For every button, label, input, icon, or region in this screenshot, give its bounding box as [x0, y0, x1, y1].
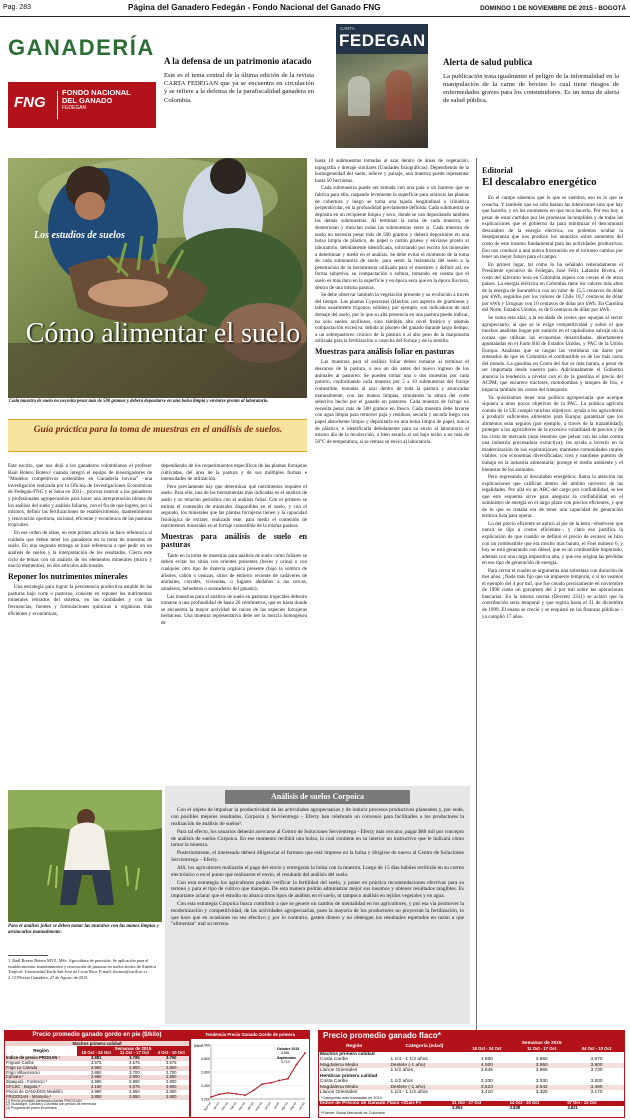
y-tick-label: 3.600 — [201, 1069, 210, 1074]
data-point — [227, 1092, 229, 1094]
y-tick-label: 3.400 — [201, 1083, 210, 1088]
logo-mark: FNG — [14, 94, 46, 111]
corpoica-caption: Para el análisis foliar se deben tomar las muestras con las manos limpias y arrancarlas manualmente. — [8, 924, 159, 936]
photo-caption: Cada muestra de suelo no necesita pesar más de 500 gramos y deberá depositarse en una bolsa limpia y enviarse pronto al laboratorio. — [9, 399, 269, 404]
x-tick-label: jun-15 — [263, 1100, 272, 1110]
brief-body: Este es el tema central de la última edición de la revista CARTA FEDEGAN que ya se encuentra en circulación y se refiere a la defensa de la parafiscalidad ganadera en Colombia. — [164, 71, 314, 104]
story-kicker: Los estudios de suelos — [34, 230, 125, 241]
article-column-2: dependiendo de los requerimientos específicos de las plantas forrajeras cultivadas, del área de la pastura y de sus múltiples formas e intensidades de utilización. Pero previamente hay que determinar qué nutrimentos requiere el suelo. Para ello, una de las herramientas más indicadas es el análisis de suelo y su relación periódica con el análisis foliar. Con el primero se estima el contenido de minerales disponibles en el suelo, y con el segundo, los minerales que las plantas forrajeras tienen y la capacidad fisiológica de extraer, realizado este, para medir el contenido de nutrimentos minerales en el forraje comestible de la misma pastura. Muestras para análisis de suelo en pasturas Tanto en la toma de muestras para análisis de suelo como foliares se deben evitar los sitios con orientes presentes (heces y orina) o con cualquier otro tipo de materia orgánica presente (bajo la sombra de árboles, cañón o cenizas, sitios de entierro reciente de cadáveres de animales, corrales, viviendas, o lugares aledaños a las cercas, saladeros, bebederos o sesteaderos del ganado). Las muestras para el análisis de suelo en pasturas tropicales deberán tomarse a una profundidad de hasta 20 centímetros, que es hasta donde se encuentra la mayor actividad de raíces de las especies forrajeras herbáceas. Una muestra representativa debe ser la mezcla homogénea de — [161, 463, 307, 626]
x-tick-label: mar-15 — [237, 1100, 247, 1111]
x-tick-label: jul-15 — [272, 1100, 281, 1110]
brief-title: A la defensa de un patrimonio atacado — [164, 56, 312, 66]
article-column-3: hasta 10 submuestras tomadas al azar dentro de áreas de vegetación, topografía y drenaje similares (Unidades fisiográficas). Dependiendo de la homogeneidad del suelo, relieve y paisaje, una muestra puede representar hasta 50 hectáreas. Cada submuestra puede ser tomada con una pala o un barreno que se fabrica para ello, raspando levemente la superficie para arrancar las plantas de cobertura y luego se toma una tajada longitudinal o cilíndrica perpendicular, en la profundidad previamente definida. Cada submuestra se deposita en un recipiente limpio y seco, donde se van depositando también las demás submuestras. Al terminar la toma de cada muestra, se desterronan y mezclan todas las submuestras entre sí. Cada muestra de suelo no necesita pesar más de 500 gramos y deberá depositarse en una bolsa limpia de plástico, de papel o cartón grueso y enviarse pronto al laboratorio, debidamente identificada, solicitando por escrito los minerales a determinar y medir en el análisis. Se debe evitar el momento de la toma de cada submuestra de suelo, para sentir la resistencia del suelo a la penetración de la herramienta utilizada para el muestreo y definir así, en forma subjetiva, su compactación o soltura, tomando en cuenta que el suelo es más duro en la superficie y en época seca que en la época lluviosa, dentro de una misma pastura. Se debe observar también la vegetación presente y su evolución a través del tiempo. Las plantas Cyperaceas (Hierbas con aspecto de gramíneas y tallos usualmente trígonos, sólidos), por ejemplo, son indicadoras de mal drenaje del suelo, por lo que su alta presencia en una pastura puede indicar, no solo suelos arcillosos, sino también alto nivel freático y además compactación excesiva, debida al pisoteo del ganado durante largo tiempo, a un sobrepastoreo crónico de la pastura o al alto peso de la maquinaria utilizada para la fertilización o cosecha del forraje y de la semilla. Muestras para análisis foliar en pasturas Las muestras para el análisis foliar deben tomarse al terminar el descanso de la pastura, o sea un día antes del nuevo ingreso de los animales al pastoreo. Se pueden tomar una o dos muestras por cada potrero, conformando cada muestra por 5 a 10 submuestras del forraje comestible, tomadas al azar dentro de toda la pastura y arrancadas manualmente, con las manos limpias, simulando la altura del corte selectivo hecho por el ganado en pastoreo. Cada muestra de forraje no necesita pesar más de 500 gramos en fresco. Cada muestra debe lavarse con agua limpia para remover paja y residuos, secarla y secarla luego con papel absorbente limpio y depositarla en una bolsa limpia de papel, nunca de plástico, e identificarla debidamente para su envío al laboratorio el mismo día de la recolección, o bien secarla al sol bajo techo a no más de 50°C de temperatura, si se retrasa su envío al laboratorio. — [315, 158, 469, 445]
main-photo — [8, 158, 307, 398]
y-tick-label: 3.200 — [201, 1096, 210, 1101]
x-tick-label: sep-15 — [288, 1100, 298, 1111]
section-title: GANADERÍA — [8, 35, 155, 60]
table-row: Índice de precio PROGAN ¹ 3.881 3.785 3.760 — [5, 1056, 189, 1061]
x-tick-label: Nov-14 — [202, 1100, 212, 1111]
table-row: Precio de GANADOS Medellín 3.990 3.950 3.900 — [6, 1088, 177, 1094]
data-point — [236, 1093, 238, 1095]
subhead-reponer: Reponer los nutrimentos minerales — [8, 571, 128, 581]
y-tick-label: 4.000 — [201, 1042, 210, 1047]
story-deck: Guía práctica para la toma de muestras en el análisis de suelos. — [8, 419, 307, 452]
brief-title: Alerta de salud publica — [443, 57, 533, 67]
main-headline: Cómo alimentar el suelo — [25, 318, 301, 349]
x-tick-label: abr-15 — [246, 1100, 255, 1111]
trend-chart-svg — [191, 1039, 309, 1115]
subhead-muestras-suelo: Muestras para análisis de suelo en pasturas — [161, 532, 307, 550]
column-divider — [476, 158, 477, 1034]
table-row: Costa Caribe 1 1/2 años 3.330 3.330 3.200 — [320, 1079, 603, 1085]
table-row: Cámara ² 3.980 3.900 3.850 — [5, 1075, 189, 1080]
x-tick-label: ene-15 — [220, 1100, 229, 1111]
brief-body: La publicación trata igualmente el peligro de la informalidad en la manipulación de la carne de bovino lo cual tiene riesgos de enfermedades graves para los consumidores. Es un tema de alerta de salud pública. — [443, 72, 619, 105]
table-row: Llanos Orientales 1 1/2 años 3.845 3.865 3.730 — [320, 1068, 603, 1074]
data-point — [244, 1094, 246, 1096]
pasture-photo — [8, 790, 162, 922]
table-row: Frigoan-Caribe 3.575 3.575 3.575 — [6, 1059, 177, 1065]
table-row: FRIGOGAN - Montería ² 3.850 3.850 3.800 — [5, 1095, 189, 1100]
logo-divider — [57, 91, 58, 119]
header-date: DOMINGO 1 DE NOVIEMBRE DE 2015 - BOGOTÁ — [480, 4, 626, 12]
table-row: Frigo Villavicencio 3.860 3.700 3.700 — [6, 1069, 177, 1075]
table-row: Llanos Orientales 1 1/4 - 1 1/2 años 3.410 3.325 3.170 — [320, 1090, 603, 1096]
data-point — [253, 1089, 255, 1091]
x-tick-label: feb-15 — [229, 1100, 238, 1111]
gordo-price-table: Precio promedio ganado gordo en pie ($/kilo) Machos primera calidad Región Semanas de 2015 18 Oct - 24 Oct 11 Oct - 17 Oct 4 Oct - 10 Oct Índice de precio PROGAN ¹ 3.881 3.785 3.760 Frigoan-Caribe 3.575 3.575 3.575 Frigo La Cánada 3.950 3.900 3.800 Frigo Villavicencio 3.860 3.700 3.700 Cámara ² 3.980 3.900 3.850 Zipaquirá - Fontercio ³ 3.990 3.900 3.800 CFCSC - Bogotá ³ 4.150 4.075 3.900 Precio de GANADOS Medellín 3.990 3.950 3.900 FRIGOGAN - Montería ² 3.850 3.850 3.800 (1) Precio promedio ponderado plantas FRIGOGAN (2) Guadalupe, Cámara y Colombia son precios de referencia (3) Programa de precio en primera — [4, 1030, 190, 1118]
data-point — [261, 1083, 263, 1085]
y-tick-label: 3.800 — [201, 1056, 210, 1061]
data-point — [304, 1052, 306, 1054]
data-point — [278, 1079, 280, 1081]
subhead-foliar: Muestras para análisis foliar en pasturas — [315, 347, 455, 357]
x-tick-label: may-15 — [254, 1100, 264, 1112]
annotation-label: Septiembre — [277, 1055, 297, 1060]
x-tick-label: dic-14 — [212, 1100, 221, 1110]
data-point — [210, 1096, 212, 1098]
fng-logo — [8, 82, 156, 128]
data-point — [296, 1063, 298, 1065]
annotation-value: 3.710 — [281, 1059, 290, 1064]
page-number: Pag. 283 — [3, 4, 32, 11]
data-point — [270, 1081, 272, 1083]
chart-title: Tendencia Precio Ganado Gordo de primera — [191, 1031, 309, 1039]
table-row: Zipaquirá - Fontercio ³ 3.990 3.900 3.800 — [6, 1079, 177, 1085]
table-row: Frigo La Cánada 3.950 3.900 3.800 — [5, 1066, 189, 1071]
magazine-cover: CARTA FEDEGAN — [336, 24, 428, 148]
magazine-title: FEDEGAN — [339, 31, 426, 50]
flaco-price-table: Precio promedio ganado flaco* Región Categoría (edad) Semanas de 2015 18 Oct - 24 Oct 11 Oct - 17 Oct 04 Oct - 10 Oct Machos primera calidad Costa Caribe 1 1/4 - 1 1/2 años 3.800 3.650 3.670 Magdalena Medio Destete (-1 año) 4.000 3.950 3.900 Llanos Orientales 1 1/2 años 3.845 3.865 3.730 Hembras primera calidad Costa Caribe 1 1/2 años 3.330 3.330 3.200 Magdalena Medio Destete (-1 año) 3.523 3.542 3.490 Llanos Orientales 1 1/4 - 1 1/2 años 3.410 3.325 3.170 *Categorías más transadas en 2014 Índice de Precios de Ganado Flaco «IGan-F» 21 Oct - 27 Oct 14 Oct - 20 Oct 07 Oct - 13 Oct 3.853 3.838 3.821 *Fuente: Bolsa Mercantil de Colombia — [318, 1030, 625, 1118]
annotation-value: 3.881 — [281, 1050, 290, 1055]
editorial-kicker: Editorial — [482, 166, 513, 175]
header-title: Página del Ganadero Fedegán - Fondo Nacional del Ganado FNG — [128, 3, 381, 12]
table-row: CFCSC - Bogotá ³ 4.150 4.075 3.900 — [5, 1085, 189, 1090]
x-tick-label: ago-15 — [280, 1100, 289, 1111]
corpoica-photo — [8, 790, 162, 922]
x-tick-label: oct-15 — [297, 1100, 306, 1110]
brief-alerta — [443, 57, 619, 105]
article-column-1: Este escrito, que nos dejó a los ganaderos colombianos el profesor Raúl Botero Botero¹ cuando integró el equipo de investigadores de "Modelos competitivos sostenibles en Ganadería bovina" –una investigación realizada por la Oficina de Investigaciones Económicas de Fedegán-FNG y el Sena en 2011–, procura instruir a los ganaderos y profesionales agropecuarios para hacer una interpretación idónea de los análisis del suelo y análisis foliares, con el fin de que logren, por sí mismos, definir las fertilizaciones de establecimiento, mantenimiento y renovación oportuna, racional, eficiente y económica de las pasturas tropicales. En ese orden de ideas, en este primer artículo se hace referencia al cuidado que deben tener los ganaderos en la toma de muestras de suelo. En una segunda entrega se hará referencia a qué pedir en un análisis de suelos y la interpretación de los resultados. Cierra este ciclo de temas con un análisis de los elementos minerales (micro y macro elementos), en dos artículos adicionales. Reponer los nutrimentos minerales Una estrategia para lograr la persistencia productiva estable de las pasturas bajo corte o pastoreo, consiste en reponer los nutrimentos minerales retirados del sistema, en las cantidades y con las frecuencias, fuentes y formulaciones químicas u orgánicas más eficientes y económicas, — [8, 463, 152, 617]
page-header — [0, 0, 630, 17]
data-point — [219, 1093, 221, 1095]
corpoica-title: Análisis de suelos Corpoica — [225, 790, 410, 804]
trend-chart — [190, 1030, 310, 1118]
editorial-title: El descalabro energético — [482, 176, 597, 189]
table-row: Magdalena Medio Destete (-1 año) 3.523 3.542 3.490 — [319, 1085, 624, 1091]
table-row: Magdalena Medio Destete (-1 año) 4.000 3.950 3.900 — [319, 1063, 624, 1069]
brief-patrimonio — [164, 57, 314, 105]
logo-text: FONDO NACIONAL DEL GANADO FEDEGAN — [62, 88, 131, 111]
corpoica-box: Análisis de suelos Corpoica Con el objeto de impulsar la productividad de las actividades agropecuarias y de inducir procesos productivos planeados y, por ende, con posibles mejores resultados, Corpoica y Servientrega – Efecty han celebrado un convenio para facilitarles a los productores la realización de análisis de suelos². Para tal efecto, los usuarios deberán acercarse al Centro de Soluciones Servientrega - Efecty más cercano, pagar $88 mil por concepto de análisis de suelos Corpoica. En ese momento recibirá una bolsa, la cual contiene en su interior un instructivo que le indicará cómo tomar la muestra. Posteriormente, el interesado deberá diligenciar el formato que está impreso en la bolsa y dirigirse de nuevo al Centro de Soluciones Servientrega – Efecty. Allí, los agricultores realizarán el pago del envío y entregarán la bolsa con la muestra. Luego de 15 días hábiles recibirán en su correo electrónico o en el punto que realizaron el envío, el resultado del análisis del suelo. Con esta estrategia los agricultores podrán verificar la fertilidad del suelo, y poner en práctica recomendaciones efectivas para su terreno y para el tipo de cultivo que manejan. De esta manera podrán administrar mejor sus insumos y obtener resultados tangibles. Es importante aclarar que el estudio no abarca otros tipos de análisis en el suelo, ni tampoco análisis en tejidos vegetales y en agua. Con esta estrategia Corpoica busca contribuir a que se genere un cambio de mentalidad en los agricultores, y por esa vía promover la modernización y competitividad, de las actividades agropecuarias, pues la mayoría de los productores no proyectan la fertilización, lo que hace que en ocasiones no sea efectivo y por lo contrario, gasten dinero y no obtengan los resultados esperados en razón a que "alimentan" mal su terreno. — [165, 786, 470, 1024]
editorial: Editorial El descalabro energético En el campo sabemos que lo que se siembra, eso es lo que se cosecha. Y también que no sólo bastan las intenciones sino que hay que hacerlo, y en los momentos en que toca hacerlo. Por eso hoy, a pesar de estar curtidos por las promesas incumplidas y de todas las explicaciones que el gobierno da para minimizar el descomunal descalabro de la energía eléctrica, no podemos ocultar la desesperanza que nos produce los anuncios sobre aumentos del costo de este insumo fundamental para las actividades productivas. Eso nos conduce a una nueva frustración en el tortuoso camino por tener un mejor futuro para el campo. En primer lugar, tal como lo ha señalado reiteradamente el Presidente ejecutivo de Fedegán, José Félix Lafaurie Rivera, el costo del kilovatio hora en Colombia supera con creces el de otros países. La energía eléctrica en Colombia tiene los valores más altos de la energía de Suramérica con un valor de 15,5 centavos de dólar por kWh, seguidos por los valores de Chile 10,7 centavos de dólar por kWh y Uruguay con 10 centavos de dólar por kWh. En Carolina del Norte, Estados Unidos, es de 6 centavos de dólar por kWh. Se suma esta alza, a la escalada de costos que aquejan al sector agropecuario, al que se le exige competitividad y sobre el que muchos analistas bogan por sumirlo en el capitalismo salvaje sin la coraza que utilizan las economías desarrolladas, abiertamente apuntaladas en el Farm Bill de Estados Unidos, y PAC de la Unión Europa. Analistas que se rasgan las vestiduras sin darse por enterados de que en Colombia el combustible es de los más caros del mundo. La gasolina en Corea del Sur es más barata, a pesar de ser importada desde nuestro país. Adicionalmente el Gobierno anuncia la tendencia a nivelar con el de la gasolina el precio del ACPM, que encarece tractores, motobombas y tanques de frío, e impacta también los costos del transporte. Ya quisiéramos tener una política agropecuaria que acerque siquiera a unos pocos objetivos de la PAC. La política agrícola común de la UE cumple muchos objetivos: ayuda a los agricultores a producir suficientes alimentos para Europa; garantizar que los alimentos sean seguros (por ejemplo, a través de la trazabilidad); proteger a los agricultores de la excesiva volatilidad de precios y de las crisis de mercado (aquí tenemos que pelear con las uñas contra una industria procesadora extractiva); les ayuda a invertir en la modernización de sus explotaciones; mantiene comunidades rurales viables, con economías diversificadas; crea y mantiene puestos de trabajo en la industria alimentaria; protege el medio ambiente y el bienestar de los animales. Pero regresando al descalabro energético; llama la atención las explicaciones que califican dentro del ámbito universo de las legalidades. Por allá en un ABC del cargo por confiabilidad, se lee que este esquema sirve para asegurar la confiabilidad en el suministro de energía en el largo plazo con precios eficientes, y que de lo que se trataba era de tener una capacidad de generación térmica lista para operar. Lo del precio eficiente se aplicó al pie de la letra –obsérvese que nunca se dijo a costos eficientes–, y claro eso justifica la explicación de que cuando se definió el precio de escasez se hizo con un combustible que era mucho más barato, el Fuel número 6, y hoy se está generando con diésel, que es un combustible importado, además con una carga impositiva alta, y que eso origina las pérdidas en ese tipo de generación de energía. Para cerrar el cuadro se argumenta una sobretasa con duración de tres años. ¡Nada más fijo que un impuesto temporal, o si no veamos el ejemplo del 4 por mil, que fue creado precisamente en noviembre de 1998 como un gravamen del 2 por mil sobre las operaciones bancarias. En la misma norma (Decreto 2331) se aclaró que la contribución sería temporal y que regiría hasta el 31 de diciembre de 1999. El enano se creció y se enquistó en las finanzas públicas –ya cumplió 17 años. — [482, 166, 623, 620]
table-row: Costa Caribe 1 1/4 - 1 1/2 años 3.800 3.650 3.670 — [320, 1057, 603, 1063]
soil-sampling-photo — [8, 158, 307, 398]
data-point — [287, 1077, 289, 1079]
y-axis-label: $/kilo — [194, 1043, 202, 1048]
annotation-label: Octubre 2015 — [277, 1046, 300, 1051]
footnotes: 1. Raúl Botero Botero MVZ, MSc. Agricultura de precisión. Se aplicación para el establecimiento, mantenimiento y renovación de pasturas en suelos ácidos de América Tropical. Universidad Earth San José de Costa Rica. E-mail: rbotero@earth.ac.cr 2. CONtexto Ganadero, 27 de Agosto de 2015. — [8, 955, 162, 980]
